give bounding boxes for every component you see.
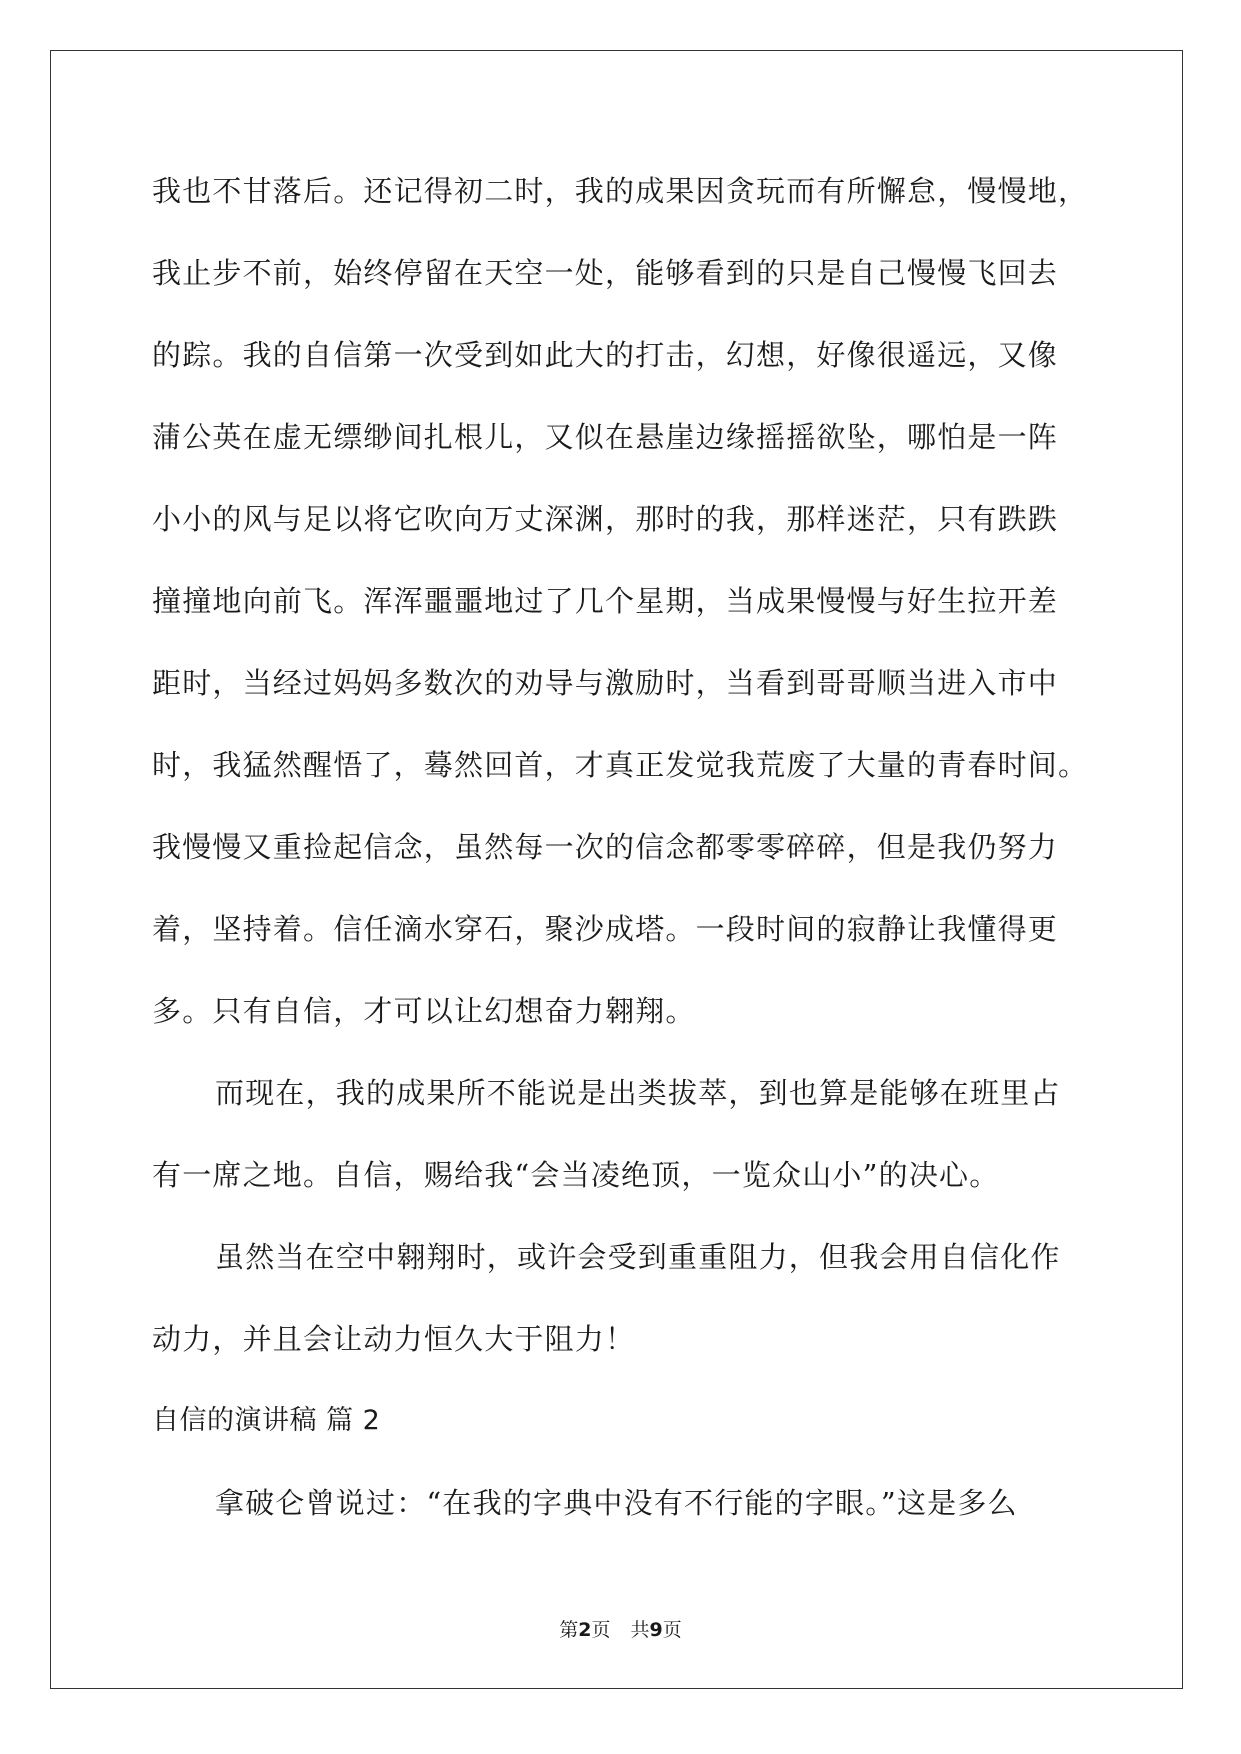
text-line-3: 的踪。我的自信第一次受到如此大的打击，幻想，好像很遥远，又像 — [152, 338, 1059, 372]
text-line-13: 有一席之地。自信，赐给我“会当凌绝顶，一览众山小”的决心。 — [152, 1158, 1000, 1192]
page-suffix: 页 — [591, 1619, 611, 1641]
text-line-5: 小小的风与足以将它吹向万丈深渊，那时的我，那样迷茫，只有跌跌 — [152, 502, 1059, 536]
text-line-14: 虽然当在空中翱翔时，或许会受到重重阻力，但我会用自信化作 — [215, 1240, 1061, 1274]
total-suffix: 页 — [662, 1619, 682, 1641]
text-line-11: 多。只有自信，才可以让幻想奋力翱翔。 — [152, 994, 696, 1028]
text-line-1: 我也不甘落后。还记得初二时，我的成果因贪玩而有所懈怠，慢慢地， — [152, 174, 1089, 208]
total-prefix: 共 — [630, 1619, 650, 1641]
page-total: 9 — [649, 1619, 663, 1641]
text-line-8: 时，我猛然醒悟了，蓦然回首，才真正发觉我荒废了大量的青春时间。 — [152, 748, 1089, 782]
section-heading: 自信的演讲稿 篇 2 — [152, 1405, 381, 1436]
text-line-12: 而现在，我的成果所不能说是出类拔萃，到也算是能够在班里占 — [215, 1076, 1061, 1110]
document-body — [152, 150, 1092, 1544]
text-line-10: 着，坚持着。信任滴水穿石，聚沙成塔。一段时间的寂静让我懂得更 — [152, 912, 1059, 946]
text-line-4: 蒲公英在虚无缥缈间扎根儿，又似在悬崖边缘摇摇欲坠，哪怕是一阵 — [152, 420, 1059, 454]
page-footer — [0, 1615, 1241, 1642]
text-line-15: 动力，并且会让动力恒久大于阻力！ — [152, 1322, 636, 1356]
text-line-7: 距时，当经过妈妈多数次的劝导与激励时，当看到哥哥顺当进入市中 — [152, 666, 1059, 700]
text-line-9: 我慢慢又重捡起信念，虽然每一次的信念都零零碎碎，但是我仍努力 — [152, 830, 1059, 864]
page-current: 2 — [578, 1619, 592, 1641]
page-prefix: 第 — [559, 1619, 579, 1641]
text-line-17: 拿破仑曾说过：“在我的字典中没有不行能的字眼。”这是多么 — [215, 1486, 1018, 1520]
text-line-6: 撞撞地向前飞。浑浑噩噩地过了几个星期，当成果慢慢与好生拉开差 — [152, 584, 1059, 618]
text-line-2: 我止步不前，始终停留在天空一处，能够看到的只是自己慢慢飞回去 — [152, 256, 1059, 290]
